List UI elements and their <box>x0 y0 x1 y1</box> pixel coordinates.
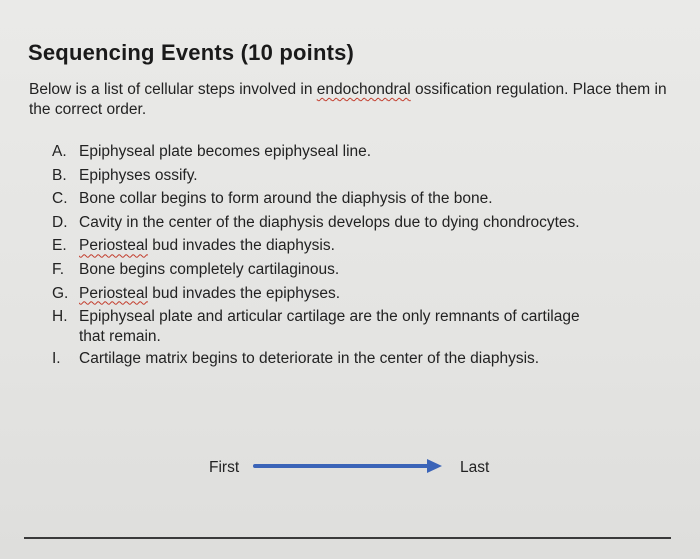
item-letter: B. <box>52 166 67 184</box>
list-item <box>52 140 682 164</box>
list-item <box>52 282 682 306</box>
item-letter: F. <box>52 260 65 278</box>
item-text: bud invades the epiphyses. <box>147 284 341 302</box>
item-text: Epiphyseal plate and articular cartilage are the only remnants of cartilage <box>79 308 580 326</box>
list-item <box>52 305 682 347</box>
item-text: Cavity in the center of the diaphysis develops due to dying chondrocytes. <box>79 213 580 231</box>
item-text: Bone collar begins to form around the diaphysis of the bone. <box>79 190 493 208</box>
answer-line <box>24 537 671 539</box>
spellcheck-flagged-word[interactable]: endochondral <box>316 81 411 98</box>
steps-list <box>52 140 682 370</box>
item-text: Epiphyses ossify. <box>79 166 198 184</box>
item-text-continuation: that remain. <box>79 327 161 345</box>
list-item <box>52 347 682 371</box>
item-letter: I. <box>52 349 61 367</box>
item-letter: E. <box>52 237 67 255</box>
item-letter: A. <box>52 143 67 160</box>
instructions-text-end: ossification regulation. Place them in the correct order. <box>29 81 667 118</box>
list-item <box>52 164 682 188</box>
list-item <box>52 187 682 211</box>
item-letter: C. <box>52 190 68 208</box>
item-text: Cartilage matrix begins to deteriorate in the center of the diaphysis. <box>79 349 540 367</box>
list-item <box>52 234 682 258</box>
list-item <box>52 258 682 282</box>
item-letter: H. <box>52 308 68 326</box>
item-text: Bone begins completely cartilaginous. <box>79 260 340 278</box>
spellcheck-flagged-word[interactable]: Periosteal <box>79 237 148 255</box>
first-label: First <box>209 459 240 476</box>
page-title: Sequencing Events (10 points) <box>28 40 355 65</box>
list-item <box>52 211 682 235</box>
spellcheck-flagged-word[interactable]: Periosteal <box>79 284 148 302</box>
instructions-text-start: Below is a list of cellular steps involved in <box>29 81 317 98</box>
instructions <box>29 80 679 120</box>
item-text: bud invades the diaphysis. <box>147 237 335 255</box>
item-text: Epiphyseal plate becomes epiphyseal line. <box>79 143 372 160</box>
arrow-head-icon <box>427 459 442 473</box>
last-label: Last <box>460 459 490 476</box>
item-letter: D. <box>52 213 68 231</box>
item-letter: G. <box>52 284 69 302</box>
